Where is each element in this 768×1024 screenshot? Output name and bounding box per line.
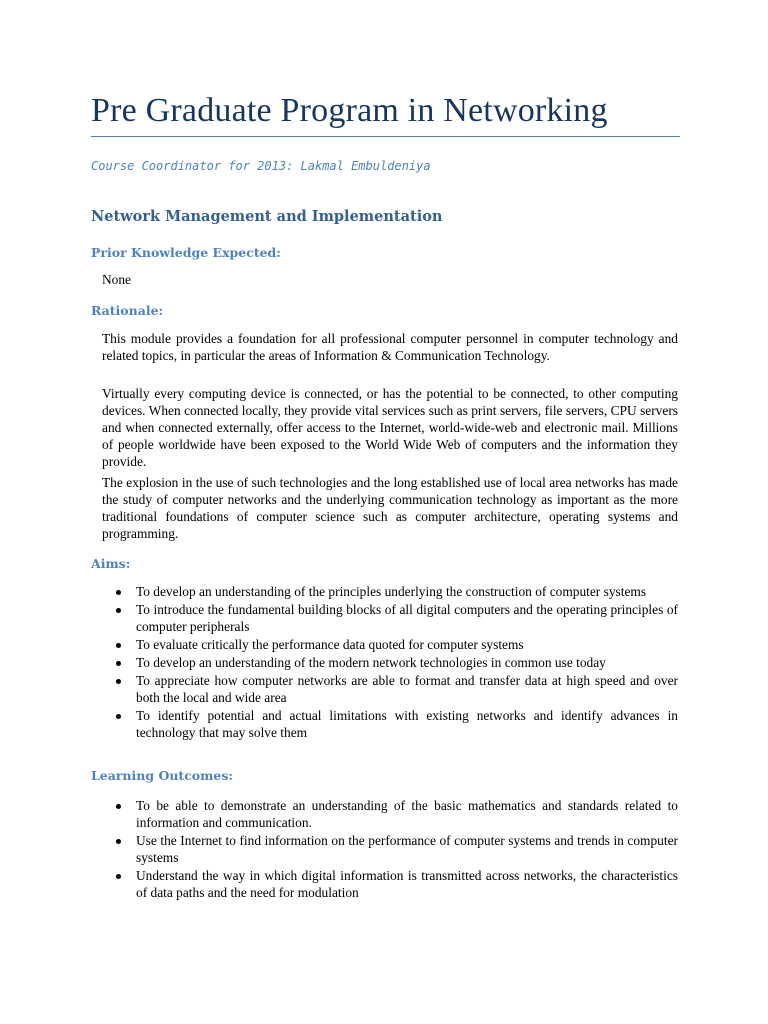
bullet-icon — [116, 608, 121, 613]
aims-list-item — [136, 636, 678, 653]
aims-list-item — [136, 707, 678, 741]
aims-item-text: To identify potential and actual limitations with existing networks and identify advances in technology that may solve them — [136, 708, 678, 740]
bullet-icon — [116, 590, 121, 595]
aims-list-item — [136, 654, 678, 671]
bullet-icon — [116, 839, 121, 844]
rationale-paragraph: The explosion in the use of such technologies and the long established use of local area networks has made the study of computer networks and the underlying communication technology as important as the more traditional foundations of computer science such as computer architecture, operating systems and programming. — [102, 475, 678, 541]
bullet-icon — [116, 679, 121, 684]
aims-item-text: To develop an understanding of the modern network technologies in common use today — [136, 655, 606, 670]
learning-outcome-item — [136, 797, 678, 831]
aims-list — [136, 583, 678, 742]
rationale-paragraph: Virtually every computing device is connected, or has the potential to be connected, to other computing devices. When connected locally, they provide vital services such as print servers, file servers, CPU servers and when connected externally, offer access to the Internet, world-wide-web and electronic mail. Millions of people worldwide have been exposed to the World Wide Web of computers and the information they provide. — [102, 386, 678, 469]
prior-knowledge-text: None — [102, 272, 132, 287]
aims-heading: Aims: — [91, 556, 131, 571]
rationale-paragraph: This module provides a foundation for all professional computer personnel in computer technology and related topics, in particular the areas of Information & Communication Technology. — [102, 331, 678, 363]
learning-outcome-item — [136, 832, 678, 866]
document-title: Pre Graduate Program in Networking — [91, 92, 608, 129]
aims-list-item — [136, 601, 678, 635]
learning-outcome-text: To be able to demonstrate an understanding of the basic mathematics and standards related to information and communication. — [136, 798, 678, 830]
course-coordinator: Course Coordinator for 2013: Lakmal Embuldeniya — [91, 159, 431, 173]
module-title: Network Management and Implementation — [91, 208, 443, 225]
bullet-icon — [116, 874, 121, 879]
title-underline — [91, 136, 680, 137]
learning-outcome-item — [136, 867, 678, 901]
learning-outcome-text: Understand the way in which digital information is transmitted across networks, the characteristics of data paths and the need for modulation — [136, 868, 678, 900]
bullet-icon — [116, 804, 121, 809]
learning-outcomes-heading: Learning Outcomes: — [91, 768, 233, 783]
prior-knowledge-heading: Prior Knowledge Expected: — [91, 245, 281, 260]
bullet-icon — [116, 643, 121, 648]
bullet-icon — [116, 661, 121, 666]
aims-item-text: To appreciate how computer networks are able to format and transfer data at high speed and over both the local and wide area — [136, 673, 678, 705]
aims-list-item — [136, 583, 678, 600]
bullet-icon — [116, 714, 121, 719]
learning-outcome-text: Use the Internet to find information on the performance of computer systems and trends in computer systems — [136, 833, 678, 865]
rationale-heading: Rationale: — [91, 303, 164, 318]
aims-item-text: To introduce the fundamental building blocks of all digital computers and the operating principles of computer peripherals — [136, 602, 678, 634]
aims-list-item — [136, 672, 678, 706]
aims-item-text: To evaluate critically the performance data quoted for computer systems — [136, 637, 524, 652]
aims-item-text: To develop an understanding of the principles underlying the construction of computer systems — [136, 584, 647, 599]
learning-outcomes-list — [136, 797, 678, 902]
